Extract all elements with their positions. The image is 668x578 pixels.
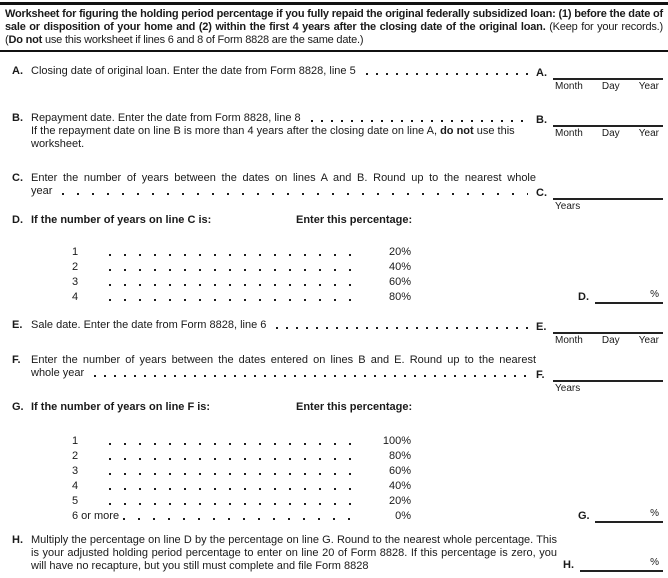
line-c-text: Enter the number of years between the dates on lines A and B. Round up to the nearest whole: [31, 172, 536, 184]
line-c-entry-label: C.: [536, 187, 547, 199]
percentage-value: 40%: [388, 261, 411, 273]
table-row: [72, 494, 411, 509]
percentage-value: 100%: [382, 435, 411, 447]
percent-sign: %: [650, 508, 659, 519]
section-g-table: [72, 434, 411, 524]
line-d-entry-label: D.: [578, 291, 589, 303]
caption-years: Years: [555, 383, 581, 394]
line-e-label: E.: [12, 319, 23, 331]
line-e-entry-field[interactable]: [553, 319, 663, 334]
dot-leader: [107, 434, 365, 449]
line-g-entry-field[interactable]: [595, 508, 663, 523]
caption-day: Day: [601, 128, 620, 139]
line-d-entry: [578, 289, 663, 304]
line-h-row: [12, 534, 663, 573]
table-row: [72, 509, 411, 524]
line-h-entry: [563, 557, 663, 572]
line-a-entry-field[interactable]: [553, 65, 663, 80]
line-a-row: [12, 65, 663, 92]
line-b-note: [31, 125, 551, 151]
line-c-row: [12, 172, 663, 212]
dot-leader: [107, 245, 365, 260]
worksheet-body: [0, 65, 668, 573]
caption-year: Year: [638, 81, 659, 92]
caption-month: Month: [555, 81, 583, 92]
percent-sign: %: [650, 289, 659, 300]
dot-leader: [107, 449, 365, 464]
years-value: 3: [72, 465, 79, 477]
dot-leader: [274, 319, 530, 331]
section-g-col2-header: Enter this percentage:: [296, 401, 413, 413]
line-a-label: A.: [12, 65, 23, 77]
percentage-value: 20%: [388, 495, 411, 507]
section-d-header: [12, 214, 663, 227]
line-e-text: Sale date. Enter the date from Form 8828, line 6: [31, 319, 267, 331]
table-row: [72, 275, 411, 290]
line-h-label: H.: [12, 534, 23, 546]
line-b-note-pre: If the repayment date on line B is more than 4 years after the closing date on line A,: [31, 125, 441, 137]
dot-leader: [121, 509, 365, 524]
table-row: [72, 479, 411, 494]
line-b-entry-label: B.: [536, 114, 547, 126]
caption-year: Year: [638, 335, 659, 346]
percentage-value: 80%: [388, 450, 411, 462]
header-rule: [0, 50, 668, 52]
line-b-entry: [536, 112, 663, 139]
line-b-entry-field[interactable]: [553, 112, 663, 127]
percent-sign: %: [650, 557, 659, 568]
line-e-entry-label: E.: [536, 321, 547, 333]
dot-leader: [107, 275, 365, 290]
table-row: [72, 464, 411, 479]
section-g: [12, 401, 663, 524]
line-e-entry: [536, 319, 663, 346]
worksheet-header: [0, 5, 668, 50]
years-value: 2: [72, 261, 79, 273]
caption-year: Year: [638, 128, 659, 139]
section-d-col1-header: If the number of years on line C is:: [31, 214, 212, 226]
header-main-text: Worksheet for figuring the holding period percentage if you fully repaid the original federally subsidized loan: (1) before the date of sale or disposition of your home and (2) within the first 4 years after the closing date of the original loan.: [5, 8, 663, 33]
line-b-label: B.: [12, 112, 23, 124]
percentage-value: 80%: [388, 291, 411, 303]
section-d-col2-header: Enter this percentage:: [296, 214, 413, 226]
percentage-value: 0%: [395, 510, 411, 522]
section-d-table: [72, 245, 411, 305]
line-f-text: Enter the number of years between the dates entered on lines B and E. Round up to the nearest: [31, 354, 536, 366]
caption-day: Day: [601, 335, 620, 346]
line-g-entry-label: G.: [578, 510, 590, 522]
line-a-entry-label: A.: [536, 67, 547, 79]
line-g-entry: [578, 508, 663, 523]
line-f-label: F.: [12, 354, 21, 366]
line-h-text: Multiply the percentage on line D by the percentage on line G. Round to the nearest whole percentage. This is your adjusted holding period percentage to enter on line 20 of Form 8828. If this percentage is zero, you will have no recapture, but you still must complete and file Form 8828: [31, 534, 557, 572]
dot-leader: [309, 112, 530, 124]
caption-month: Month: [555, 335, 583, 346]
line-d-entry-field[interactable]: [595, 289, 663, 304]
line-a-entry: [536, 65, 663, 92]
line-c-entry-field[interactable]: [553, 185, 663, 200]
years-value: 4: [72, 480, 79, 492]
line-c-entry: [536, 185, 663, 212]
line-b-row: [12, 112, 663, 151]
table-row: [72, 434, 411, 449]
line-h-entry-label: H.: [563, 559, 574, 571]
caption-month: Month: [555, 128, 583, 139]
years-value: 1: [72, 435, 79, 447]
section-g-col1-header: If the number of years on line F is:: [31, 401, 211, 413]
header-after-do-not: use this worksheet if lines 6 and 8 of Form 8828 are the same date.): [42, 34, 364, 46]
dot-leader: [107, 464, 365, 479]
header-keep-text: (Keep for your records.) (: [5, 21, 663, 46]
line-g-label: G.: [12, 401, 24, 413]
dot-leader: [107, 494, 365, 509]
years-value: 4: [72, 291, 79, 303]
line-f-entry: [536, 367, 663, 394]
caption-years: Years: [555, 201, 581, 212]
line-h-entry-field[interactable]: [580, 557, 663, 572]
line-b-note-post: use this worksheet.: [31, 125, 515, 150]
caption-day: Day: [601, 81, 620, 92]
line-a-text: Closing date of original loan. Enter the date from Form 8828, line 5: [31, 65, 356, 77]
line-f-text-cont: whole year: [31, 367, 85, 379]
line-d-label: D.: [12, 214, 23, 226]
dot-leader: [107, 290, 365, 305]
line-c-text-cont: year: [31, 185, 53, 197]
header-do-not: Do not: [8, 34, 43, 46]
section-d: [12, 214, 663, 305]
dot-leader: [364, 65, 530, 77]
years-value: 1: [72, 246, 79, 258]
table-row: [72, 245, 411, 260]
table-row: [72, 449, 411, 464]
percentage-value: 60%: [388, 465, 411, 477]
years-value: 6 or more: [72, 510, 120, 522]
line-f-entry-field[interactable]: [553, 367, 663, 382]
line-f-entry-label: F.: [536, 369, 545, 381]
percentage-value: 20%: [388, 246, 411, 258]
percentage-value: 60%: [388, 276, 411, 288]
dot-leader: [60, 185, 530, 197]
dot-leader: [92, 367, 530, 379]
line-c-label: C.: [12, 172, 23, 184]
section-g-header: [12, 401, 663, 414]
line-b-note-bold: do not: [440, 125, 474, 137]
years-value: 3: [72, 276, 79, 288]
years-value: 2: [72, 450, 79, 462]
dot-leader: [107, 479, 365, 494]
table-row: [72, 290, 411, 305]
dot-leader: [107, 260, 365, 275]
line-f-row: [12, 354, 663, 394]
years-value: 5: [72, 495, 79, 507]
line-e-row: [12, 319, 663, 346]
table-row: [72, 260, 411, 275]
percentage-value: 40%: [388, 480, 411, 492]
line-b-text: Repayment date. Enter the date from Form 8828, line 8: [31, 112, 301, 124]
